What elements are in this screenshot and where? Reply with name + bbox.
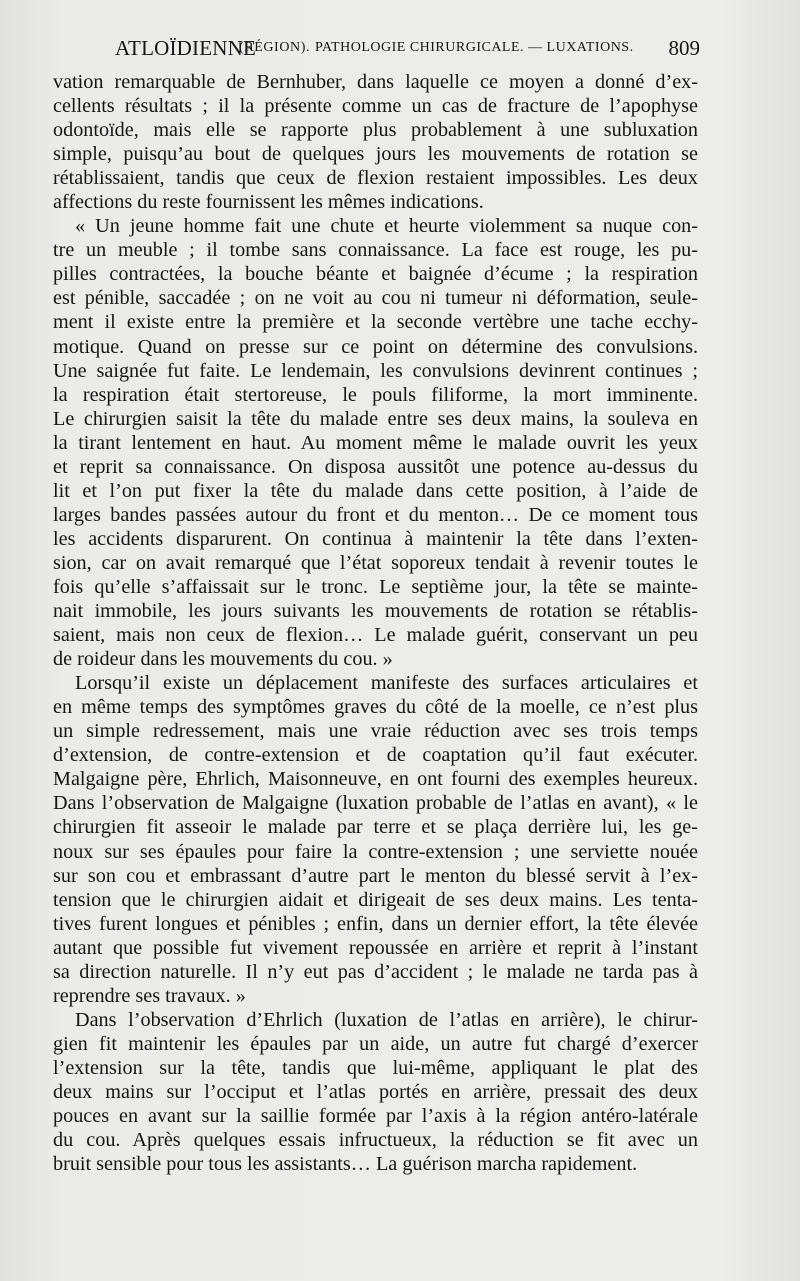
text-line: et reprit sa connaissance. On disposa aussitôt une potence au-dessus du	[53, 455, 698, 478]
text-line: « Un jeune homme fait une chute et heurte violemment sa nuque con-	[75, 215, 698, 238]
paragraph	[53, 70, 698, 214]
text-line: du cou. Après quelques essais infructueux, la réduction se fit avec un	[53, 1129, 698, 1152]
text-line: tre un meuble ; il tombe sans connaissance. La face est rouge, les pu-	[53, 239, 698, 262]
text-line: les accidents disparurent. On continua à maintenir la tête dans l’exten-	[53, 527, 698, 550]
text-line: saient, mais non ceux de flexion… Le malade guérit, conservant un peu	[53, 624, 698, 647]
text-line: pilles contractées, la bouche béante et baignée d’écume ; la respiration	[53, 263, 698, 286]
text-line: simple, puisqu’au bout de quelques jours les mouvements de rotation se	[53, 143, 698, 166]
text-line: de roideur dans les mouvements du cou. »	[53, 648, 393, 671]
text-line: sion, car on avait remarqué que l’état soporeux tendait à revenir toutes le	[53, 551, 698, 574]
paragraph	[53, 214, 698, 671]
text-line: l’extension sur la tête, tandis que lui-même, appliquant le plat des	[53, 1056, 698, 1079]
text-line: Dans l’observation d’Ehrlich (luxation de l’atlas en arrière), le chirur-	[75, 1008, 698, 1031]
text-line: odontoïde, mais elle se rapporte plus probablement à une subluxation	[53, 119, 698, 142]
text-line: rétablissaient, tandis que ceux de flexion restaient impossibles. Les deux	[53, 167, 698, 190]
text-line: gien fit maintenir les épaules par un aide, un autre fut chargé d’exercer	[53, 1032, 698, 1055]
text-line: autant que possible fut vivement repoussée en arrière et reprit à l’instant	[53, 936, 698, 959]
text-line: d’extension, de contre-extension et de coaptation qu’il faut exécuter.	[53, 744, 698, 767]
text-line: sa direction naturelle. Il n’y eut pas d’accident ; le malade ne tarda pas à	[53, 960, 698, 983]
text-line: tension que le chirurgien aidait et dirigeait de ses deux mains. Les tenta-	[53, 888, 698, 911]
text-line: est pénible, saccadée ; on ne voit au cou ni tumeur ni déformation, seule-	[53, 287, 698, 310]
text-line: Une saignée fut faite. Le lendemain, les convulsions devinrent continues ;	[53, 359, 698, 382]
text-line: Lorsqu’il existe un déplacement manifeste des surfaces articulaires et	[75, 672, 698, 695]
text-line: cellents résultats ; il la présente comme un cas de fracture de l’apophyse	[53, 95, 698, 118]
page-number: 809	[668, 36, 700, 60]
header-region: (RÉGION).	[239, 40, 311, 55]
text-line: deux mains sur l’occiput et l’atlas portés en arrière, pressait des deux	[53, 1080, 698, 1103]
text-line: lit et l’on put fixer la tête du malade dans cette position, à l’aide de	[53, 479, 698, 502]
text-line: affections du reste fournissent les mêmes indications.	[53, 191, 484, 214]
text-line: reprendre ses travaux. »	[53, 984, 246, 1007]
header-section: PATHOLOGIE CHIRURGICALE. — LUXATIONS.	[315, 40, 634, 55]
paragraph	[53, 1008, 698, 1176]
text-line: chirurgien fit asseoir le malade par terre et se plaça derrière lui, les ge-	[53, 816, 698, 839]
text-line: la tirant lentement en haut. Au moment même le malade ouvrit les yeux	[53, 431, 698, 454]
text-line: sur son cou et embrassant d’autre part le menton du blessé servit à l’ex-	[53, 864, 698, 887]
text-line: ment il existe entre la première et la seconde vertèbre une tache ecchy-	[53, 311, 698, 334]
header-title: ATLOÏDIENNE	[115, 36, 256, 60]
text-line: larges bandes passées autour du front et du menton… De ce moment tous	[53, 503, 698, 526]
running-header	[115, 36, 700, 64]
text-line: fois qu’elle s’affaissait sur le tronc. Le septième jour, la tête se mainte-	[53, 575, 698, 598]
body-text	[53, 70, 698, 1176]
text-line: bruit sensible pour tous les assistants… La guérison marcha rapidement.	[53, 1153, 638, 1176]
text-line: en même temps des symptômes graves du côté de la moelle, ce n’est plus	[53, 696, 698, 719]
text-line: un simple redressement, mais une vraie réduction avec ses trois temps	[53, 720, 698, 743]
text-line: Le chirurgien saisit la tête du malade entre ses deux mains, la souleva en	[53, 407, 698, 430]
text-line: vation remarquable de Bernhuber, dans laquelle ce moyen a donné d’ex-	[53, 71, 698, 93]
text-line: noux sur ses épaules pour faire la contre-extension ; une serviette nouée	[53, 840, 698, 863]
text-line: pouces en avant sur la saillie formée par l’axis à la région antéro-latérale	[53, 1105, 698, 1128]
text-line: motique. Quand on presse sur ce point on détermine des convulsions.	[53, 335, 698, 358]
text-line: la respiration était stertoreuse, le pouls filiforme, la mort imminente.	[53, 383, 698, 406]
text-line: nait immobile, les jours suivants les mouvements de rotation se rétablis-	[53, 600, 698, 623]
text-line: Dans l’observation de Malgaigne (luxation probable de l’atlas en avant), « le	[53, 792, 698, 815]
paragraph	[53, 671, 698, 1008]
text-line: tives furent longues et pénibles ; enfin, dans un dernier effort, la tête élevée	[53, 912, 698, 935]
text-line: Malgaigne père, Ehrlich, Maisonneuve, en ont fourni des exemples heureux.	[53, 768, 698, 791]
